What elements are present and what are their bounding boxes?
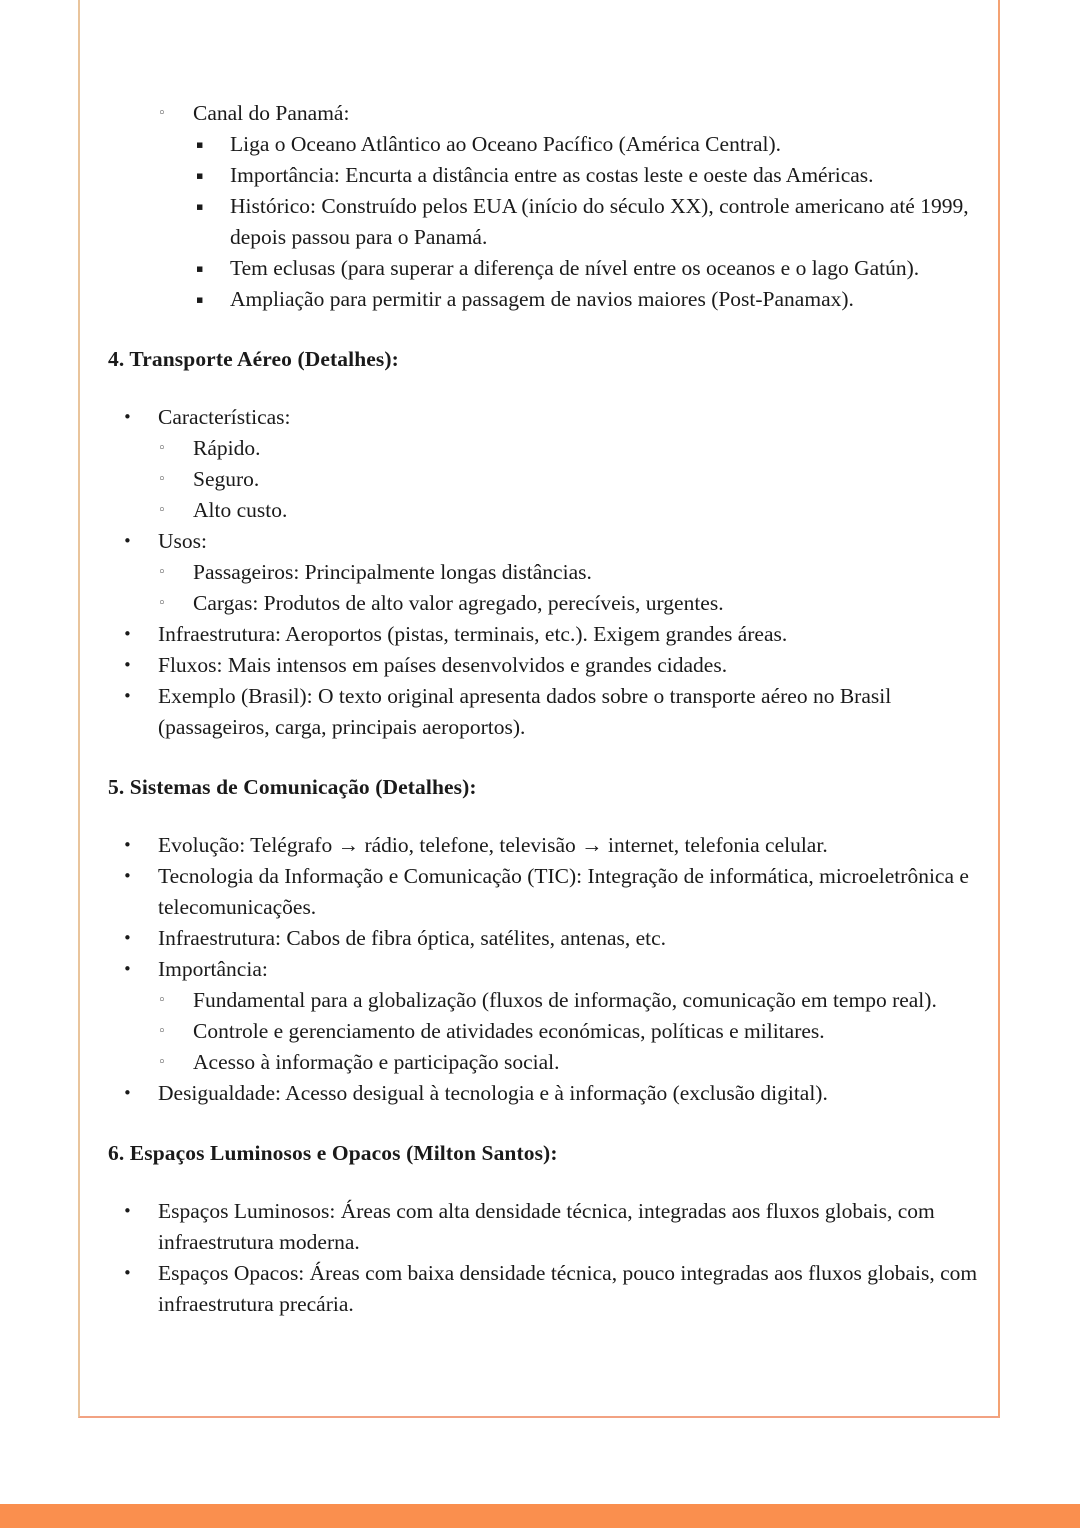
bullet-marker-level-1-icon: • [123,960,132,978]
bullet-marker-level-1-icon: • [123,408,132,426]
list-item-text: Rápido. [193,436,261,460]
list-item [158,985,1000,1016]
list-item-text: Alto custo. [193,498,288,522]
list-item-text: Usos: [158,529,207,553]
list-item [123,402,1000,433]
list-item [123,1258,1000,1320]
list-item-text: Tem eclusas (para superar a diferença de nível entre os oceanos e o lago Gatún). [230,256,920,280]
list-item [158,433,1000,464]
list-item-text: Importância: Encurta a distância entre as costas leste e oeste das Américas. [230,163,874,187]
list-item-text: Tecnologia da Informação e Comunicação (TIC): Integração de informática, microeletrônica e telecomunicações. [158,864,969,919]
bullet-list [108,1196,1000,1320]
list-item [123,830,1000,861]
list-item [196,284,1000,315]
bullet-marker-level-3-icon: ▪ [196,200,204,213]
list-item-text: Canal do Panamá: [193,101,350,125]
list-item-text: Infraestrutura: Cabos de fibra óptica, satélites, antenas, etc. [158,926,667,950]
list-item [196,253,1000,284]
list-item-text: Histórico: Construído pelos EUA (início do século XX), controle americano até 1999, depois passou para o Panamá. [230,194,969,249]
bullet-list [108,98,1000,315]
list-item [196,191,1000,253]
page-footer-accent-band [0,1504,1080,1528]
list-item-text: Importância: [158,957,268,981]
list-item-text: Controle e gerenciamento de atividades económicas, políticas e militares. [193,1019,825,1043]
bullet-marker-level-3-icon: ▪ [196,293,204,306]
bullet-marker-level-1-icon: • [123,1264,132,1282]
bullet-marker-level-2-icon: ◦ [158,993,166,1008]
bullet-marker-level-1-icon: • [123,656,132,674]
bullet-marker-level-2-icon: ◦ [158,472,166,487]
bullet-marker-level-2-icon: ◦ [158,565,166,580]
document-body [108,98,1000,1320]
bullet-marker-level-3-icon: ▪ [196,169,204,182]
bullet-marker-level-1-icon: • [123,867,132,885]
list-item-text: Seguro. [193,467,260,491]
bullet-marker-level-3-icon: ▪ [196,138,204,151]
bullet-marker-level-2-icon: ◦ [158,503,166,518]
list-item [196,160,1000,191]
bullet-marker-level-1-icon: • [123,1084,132,1102]
list-item-text: Passageiros: Principalmente longas distâncias. [193,560,592,584]
bullet-list [108,830,1000,1109]
section-heading: 4. Transporte Aéreo (Detalhes): [108,347,399,371]
list-item [158,1016,1000,1047]
list-item [158,98,1000,129]
bullet-marker-level-3-icon: ▪ [196,262,204,275]
bullet-marker-level-2-icon: ◦ [158,106,166,121]
list-item [158,1047,1000,1078]
list-item [123,650,1000,681]
section-heading: 6. Espaços Luminosos e Opacos (Milton Santos): [108,1141,558,1165]
list-item-text: Cargas: Produtos de alto valor agregado, perecíveis, urgentes. [193,591,724,615]
list-item [123,861,1000,923]
bullet-marker-level-1-icon: • [123,532,132,550]
list-item-text: Liga o Oceano Atlântico ao Oceano Pacífico (América Central). [230,132,782,156]
list-item-text: Exemplo (Brasil): O texto original apresenta dados sobre o transporte aéreo no Brasil (passageiros, carga, principais aeroportos). [158,684,892,739]
list-item-text: Ampliação para permitir a passagem de navios maiores (Post-Panamax). [230,287,854,311]
list-item-text: Acesso à informação e participação social. [193,1050,560,1074]
list-item-text: Espaços Luminosos: Áreas com alta densidade técnica, integradas aos fluxos globais, com infraestrutura moderna. [158,1199,935,1254]
list-item-text: Desigualdade: Acesso desigual à tecnologia e à informação (exclusão digital). [158,1081,828,1105]
list-item [158,557,1000,588]
list-item-text: Espaços Opacos: Áreas com baixa densidade técnica, pouco integradas aos fluxos globais, com infraestrutura precária. [158,1261,978,1316]
bullet-marker-level-2-icon: ◦ [158,596,166,611]
bullet-marker-level-1-icon: • [123,625,132,643]
list-item [123,619,1000,650]
bullet-marker-level-2-icon: ◦ [158,1024,166,1039]
list-item [123,1196,1000,1258]
bullet-marker-level-2-icon: ◦ [158,1055,166,1070]
list-item [196,129,1000,160]
list-item [123,681,1000,743]
bullet-marker-level-1-icon: • [123,1202,132,1220]
bullet-marker-level-1-icon: • [123,929,132,947]
bullet-marker-level-1-icon: • [123,836,132,854]
list-item-text: Evolução: Telégrafo → rádio, telefone, televisão → internet, telefonia celular. [158,833,828,857]
list-item [123,1078,1000,1109]
list-item [123,526,1000,557]
list-item-text: Fluxos: Mais intensos em países desenvolvidos e grandes cidades. [158,653,728,677]
bullet-marker-level-2-icon: ◦ [158,441,166,456]
section-heading: 5. Sistemas de Comunicação (Detalhes): [108,775,477,799]
list-item [123,954,1000,985]
list-item-text: Fundamental para a globalização (fluxos de informação, comunicação em tempo real). [193,988,937,1012]
list-item [158,464,1000,495]
list-item [158,495,1000,526]
bullet-marker-level-1-icon: • [123,687,132,705]
list-item-text: Características: [158,405,291,429]
list-item-text: Infraestrutura: Aeroportos (pistas, terminais, etc.). Exigem grandes áreas. [158,622,788,646]
bullet-list [108,402,1000,743]
list-item [158,588,1000,619]
list-item [123,923,1000,954]
